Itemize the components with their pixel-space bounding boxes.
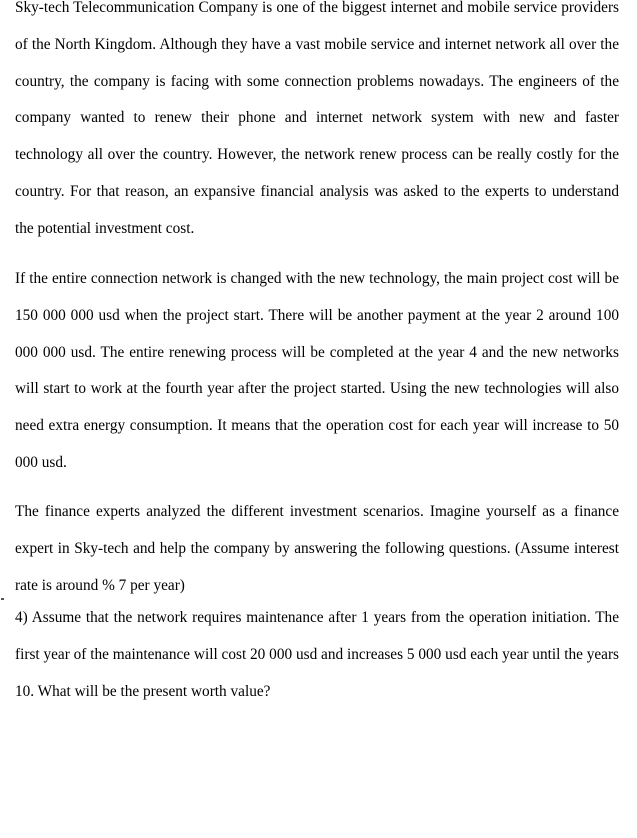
paragraph-question-4: 4) Assume that the network requires maintenance after 1 years from the operation initiation. The first year of the maintenance will cost 20 000 usd and increases 5 000 usd each year until the years 10. What will be the present worth value? xyxy=(15,609,619,700)
paragraph-finance-scenarios: The finance experts analyzed the different investment scenarios. Imagine yourself as a finance expert in Sky-tech and help the company by answering the following questions. (Assume interest rate is around % 7 per year) xyxy=(15,503,619,594)
margin-mark xyxy=(1,598,4,600)
paragraph-project-costs: If the entire connection network is changed with the new technology, the main project cost will be 150 000 000 usd when the project start. There will be another payment at the year 2 around 100 000 000 usd. The entire renewing process will be completed at the year 4 and the new networks will start to work at the fourth year after the project started. Using the new technologies will also need extra energy consumption. It means that the operation cost for each year will increase to 50 000 usd. xyxy=(15,270,619,471)
paragraph-company-background: Sky-tech Telecommunication Company is one of the biggest internet and mobile service providers of the North Kingdom. Although they have a vast mobile service and internet network all over the country, the company is facing with some connection problems nowadays. The engineers of the company wanted to renew their phone and internet network system with new and faster technology all over the country. However, the network renew process can be really costly for the country. For that reason, an expansive financial analysis was asked to the experts to understand the potential investment cost. xyxy=(15,0,619,237)
